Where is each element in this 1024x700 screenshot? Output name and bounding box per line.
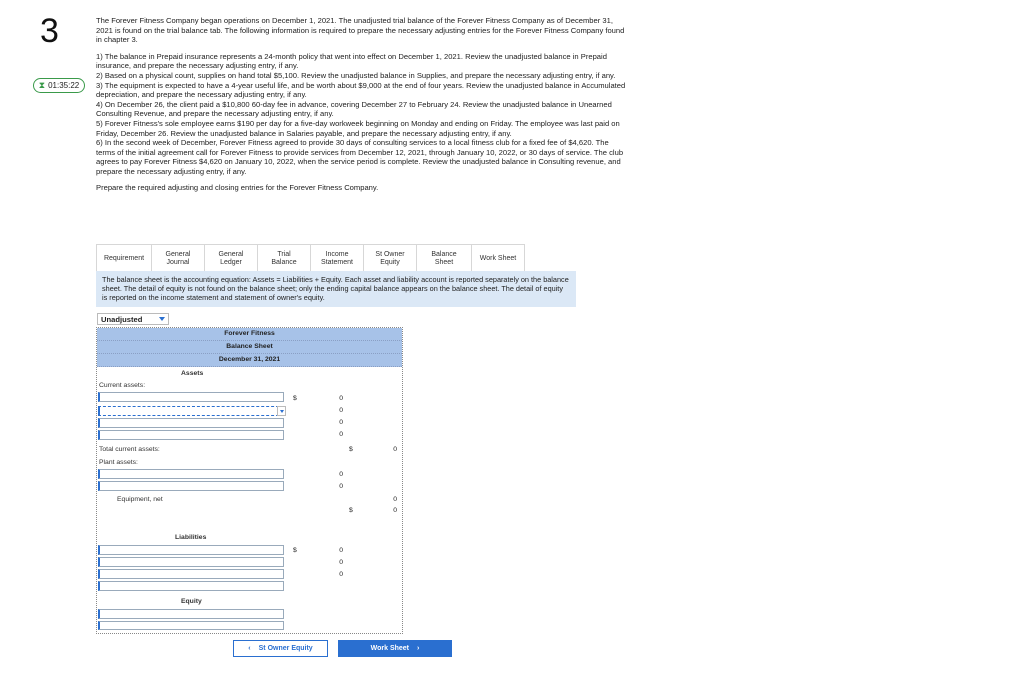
total-current-assets-label: Total current assets: <box>99 446 160 453</box>
chevron-down-icon <box>159 317 165 321</box>
requirement-item: 5) Forever Fitness's sole employee earns $190 per day for a five-day workweek beginning on Monday and ending on Friday. The employee was last paid on Friday, December 26. Review the unadjusted balance in Salaries payable, and prepare the necessary adjusting entry, if any. <box>96 118 620 138</box>
plant-asset-input-row[interactable] <box>98 481 284 491</box>
liability-input-row[interactable] <box>98 545 284 555</box>
asset-input-row[interactable] <box>98 392 284 402</box>
liability-input-row[interactable] <box>98 581 284 591</box>
sheet-title: Balance Sheet <box>97 341 402 354</box>
equipment-net-label: Equipment, net <box>117 496 163 503</box>
chevron-left-icon: ‹ <box>248 645 251 652</box>
asset-amount: 0 <box>339 419 343 426</box>
asset-amount: 0 <box>339 395 343 402</box>
asset-input-row[interactable] <box>98 406 284 416</box>
equipment-net-amount: 0 <box>393 496 397 503</box>
tab-work-sheet[interactable]: Work Sheet <box>479 254 517 262</box>
requirement-item: 6) In the second week of December, Forever Fitness agreed to provide 30 days of consulting services to a local fitness club for a fixed fee of $4,620. The terms of the initial agreement call for Forever Fitness to provide services from December 12, 2021, through January 10, 2022, or 30 days of service. The club agrees to pay Forever Fitness $4,620 on January 10, 2022, when the service period is complete. Review the unadjusted balance in Consulting revenue, and prepare the necessary adjusting entry, if any. <box>96 138 624 176</box>
equity-input-row[interactable] <box>98 621 284 630</box>
sheet-date: December 31, 2021 <box>97 354 402 367</box>
chevron-right-icon: › <box>417 645 420 652</box>
plant-asset-input-row[interactable] <box>98 469 284 479</box>
asset-input-row[interactable] <box>98 430 284 440</box>
view-select[interactable] <box>97 313 169 325</box>
sheet-company: Forever Fitness <box>97 328 402 341</box>
assets-heading: Assets <box>181 370 204 377</box>
requirement-item: 1) The balance in Prepaid insurance represents a 24-month policy that went into effect on December 1, 2021. Review the unadjusted balance in Prepaid insurance, and prepare the necessary adjusting entry, if any. <box>96 51 607 71</box>
liability-amount: 0 <box>339 559 343 566</box>
equity-input-row[interactable] <box>98 609 284 619</box>
tab-trial-balance[interactable]: Trial Balance <box>258 245 311 272</box>
equity-heading: Equity <box>181 598 202 605</box>
liability-input-row[interactable] <box>98 569 284 579</box>
liabilities-heading: Liabilities <box>175 534 207 541</box>
tab-general-ledger[interactable]: General Ledger <box>205 245 258 272</box>
dollar-sign: $ <box>293 395 297 402</box>
asset-input-row[interactable] <box>98 418 284 428</box>
asset-amount: 0 <box>339 431 343 438</box>
liability-input-row[interactable] <box>98 557 284 567</box>
requirement-item: 4) On December 26, the client paid a $10,800 60-day fee in advance, covering December 27 to February 24. Review the unadjusted balance in Unearned Consulting Revenue, and prepare the necessary adjusting entry, if any. <box>96 99 612 119</box>
dollar-sign: $ <box>349 507 353 514</box>
current-assets-label: Current assets: <box>99 382 146 389</box>
requirements-list <box>96 52 626 177</box>
intro-text: The Forever Fitness Company began operations on December 1, 2021. The unadjusted trial balance of the Forever Fitness Company as of December 31, 2021 is found on the trial balance tab. The following information is required to prepare the necessary adjusting entries for the Forever Fitness Company found in chapter 3. <box>96 16 625 45</box>
plant-assets-label: Plant assets: <box>99 459 138 466</box>
timer-badge <box>33 78 85 93</box>
question-content <box>96 16 626 192</box>
question-number: 3 <box>40 12 59 50</box>
tab-balance-sheet[interactable]: Balance Sheet <box>417 245 472 272</box>
dollar-sign: $ <box>293 547 297 554</box>
total-assets-amount: 0 <box>393 507 397 514</box>
tab-requirement[interactable]: Requirement <box>97 245 152 272</box>
total-current-assets-amount: 0 <box>393 446 397 453</box>
balance-sheet-form <box>96 327 403 634</box>
chevron-down-icon[interactable] <box>277 406 286 416</box>
tab-income-statement[interactable]: Income Statement <box>311 245 364 272</box>
prev-tab-button[interactable]: ‹ St Owner Equity <box>233 640 328 657</box>
prepare-text: Prepare the required adjusting and closing entries for the Forever Fitness Company. <box>96 182 379 192</box>
liability-amount: 0 <box>339 571 343 578</box>
tab-general-journal[interactable]: General Journal <box>152 245 205 272</box>
plant-asset-amount: 0 <box>339 471 343 478</box>
tab-st-owner-equity[interactable]: St Owner Equity <box>364 245 417 272</box>
view-select-value: Unadjusted <box>101 314 143 324</box>
asset-amount: 0 <box>339 407 343 414</box>
hourglass-icon: ⧗ <box>38 80 46 90</box>
timer-value: 01:35:22 <box>48 81 80 90</box>
liability-amount: 0 <box>339 547 343 554</box>
info-box: The balance sheet is the accounting equation: Assets = Liabilities + Equity. Each asset and liability account is reported separately on the balance sheet. The detail of equity is not found on the balance sheet; only the ending capital balance appears on the balance sheet. The detail of equity is reported on the income statement and statement of owner's equity. <box>96 271 576 307</box>
plant-asset-amount: 0 <box>339 483 343 490</box>
next-tab-button[interactable]: Work Sheet › <box>338 640 452 657</box>
dollar-sign: $ <box>349 446 353 453</box>
tab-bar <box>96 244 525 272</box>
requirement-item: 3) The equipment is expected to have a 4-year useful life, and be worth about $9,000 at the end of four years. Review the unadjusted balance in Accumulated depreciation, and prepare the necessary adjusting entry, if any. <box>96 80 626 100</box>
requirement-item: 2) Based on a physical count, supplies on hand total $5,100. Review the unadjusted balance in Supplies, and prepare the necessary adjusting entry, if any. <box>96 70 616 80</box>
